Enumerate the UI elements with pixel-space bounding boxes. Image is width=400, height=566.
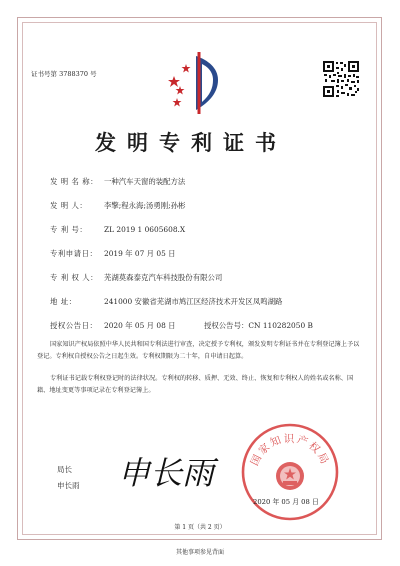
certificate-title: 发明专利证书	[95, 130, 287, 155]
grant-number-value: CN 110282050 B	[248, 321, 313, 330]
cert-no-value: 3788370	[59, 70, 89, 78]
grant-date-label: 授权公告日：	[50, 321, 98, 330]
national-emblem-icon	[276, 462, 304, 490]
grant-date-value: 2020 年 05 月 08 日	[104, 321, 176, 330]
field-grant-number	[204, 320, 313, 331]
field-grant-date	[50, 320, 176, 331]
page-indicator: 第 1 页（共 2 页）	[174, 524, 226, 531]
cert-no-suffix: 号	[90, 70, 97, 78]
address-value: 241000 安徽省芜湖市鸠江区经济技术开发区凤鸣湖路	[104, 297, 283, 306]
footer-note: 其他事项参见背面	[175, 549, 224, 556]
filing-date-value: 2019 年 07 月 05 日	[104, 249, 176, 258]
inventor-label: 发 明 人：	[50, 201, 88, 210]
seal-date: 2020 年 05 月 08 日	[253, 498, 319, 506]
director-name: 申长雨	[57, 481, 80, 490]
field-filing-date	[50, 248, 176, 259]
inventor-value: 李擎;程永海;汤勇刚;孙彬	[104, 201, 186, 210]
address-label: 地 址：	[50, 297, 77, 306]
grant-statement: 国家知识产权局依照中华人民共和国专利法进行审查，决定授予专利权，颁发发明专利证书并在专利登记簿上予以登记。专利权自授权公告之日起生效。专利权期限为二十年，自申请日起算。	[37, 341, 360, 360]
field-inventor	[50, 200, 185, 211]
filing-date-label: 专利申请日：	[50, 249, 98, 258]
grant-number-label: 授权公告号：	[204, 321, 249, 330]
patent-number-value: ZL 2019 1 0605608.X	[104, 225, 186, 234]
official-seal	[240, 422, 340, 522]
patent-number-label: 专 利 号：	[50, 225, 88, 234]
qr-code-icon	[322, 60, 360, 98]
certificate-number	[31, 69, 97, 78]
invention-name-value: 一种汽车天窗的装配方法	[104, 177, 186, 186]
field-patentee	[50, 272, 222, 283]
invention-name-label: 发 明 名 称：	[50, 177, 99, 186]
patentee-value: 芜湖莫森泰克汽车科技股份有限公司	[104, 273, 223, 282]
legal-status-note: 专利证书记载专利权登记时的法律状况。专利权的转移、质押、无效、终止、恢复和专利权人的姓名或名称、国籍、地址变更等事项记录在专利登记簿上。	[37, 375, 354, 394]
field-invention-name	[50, 176, 185, 187]
seal-text: 国家知识产权局	[248, 433, 332, 468]
field-patent-number	[50, 224, 185, 235]
patentee-label: 专 利 权 人：	[50, 273, 99, 282]
director-title: 局长	[57, 465, 72, 474]
cnipa-logo-icon	[166, 50, 234, 116]
director-signature: 申长雨	[118, 454, 215, 492]
cert-no-label: 证书号第	[31, 70, 57, 78]
field-address	[50, 296, 282, 307]
